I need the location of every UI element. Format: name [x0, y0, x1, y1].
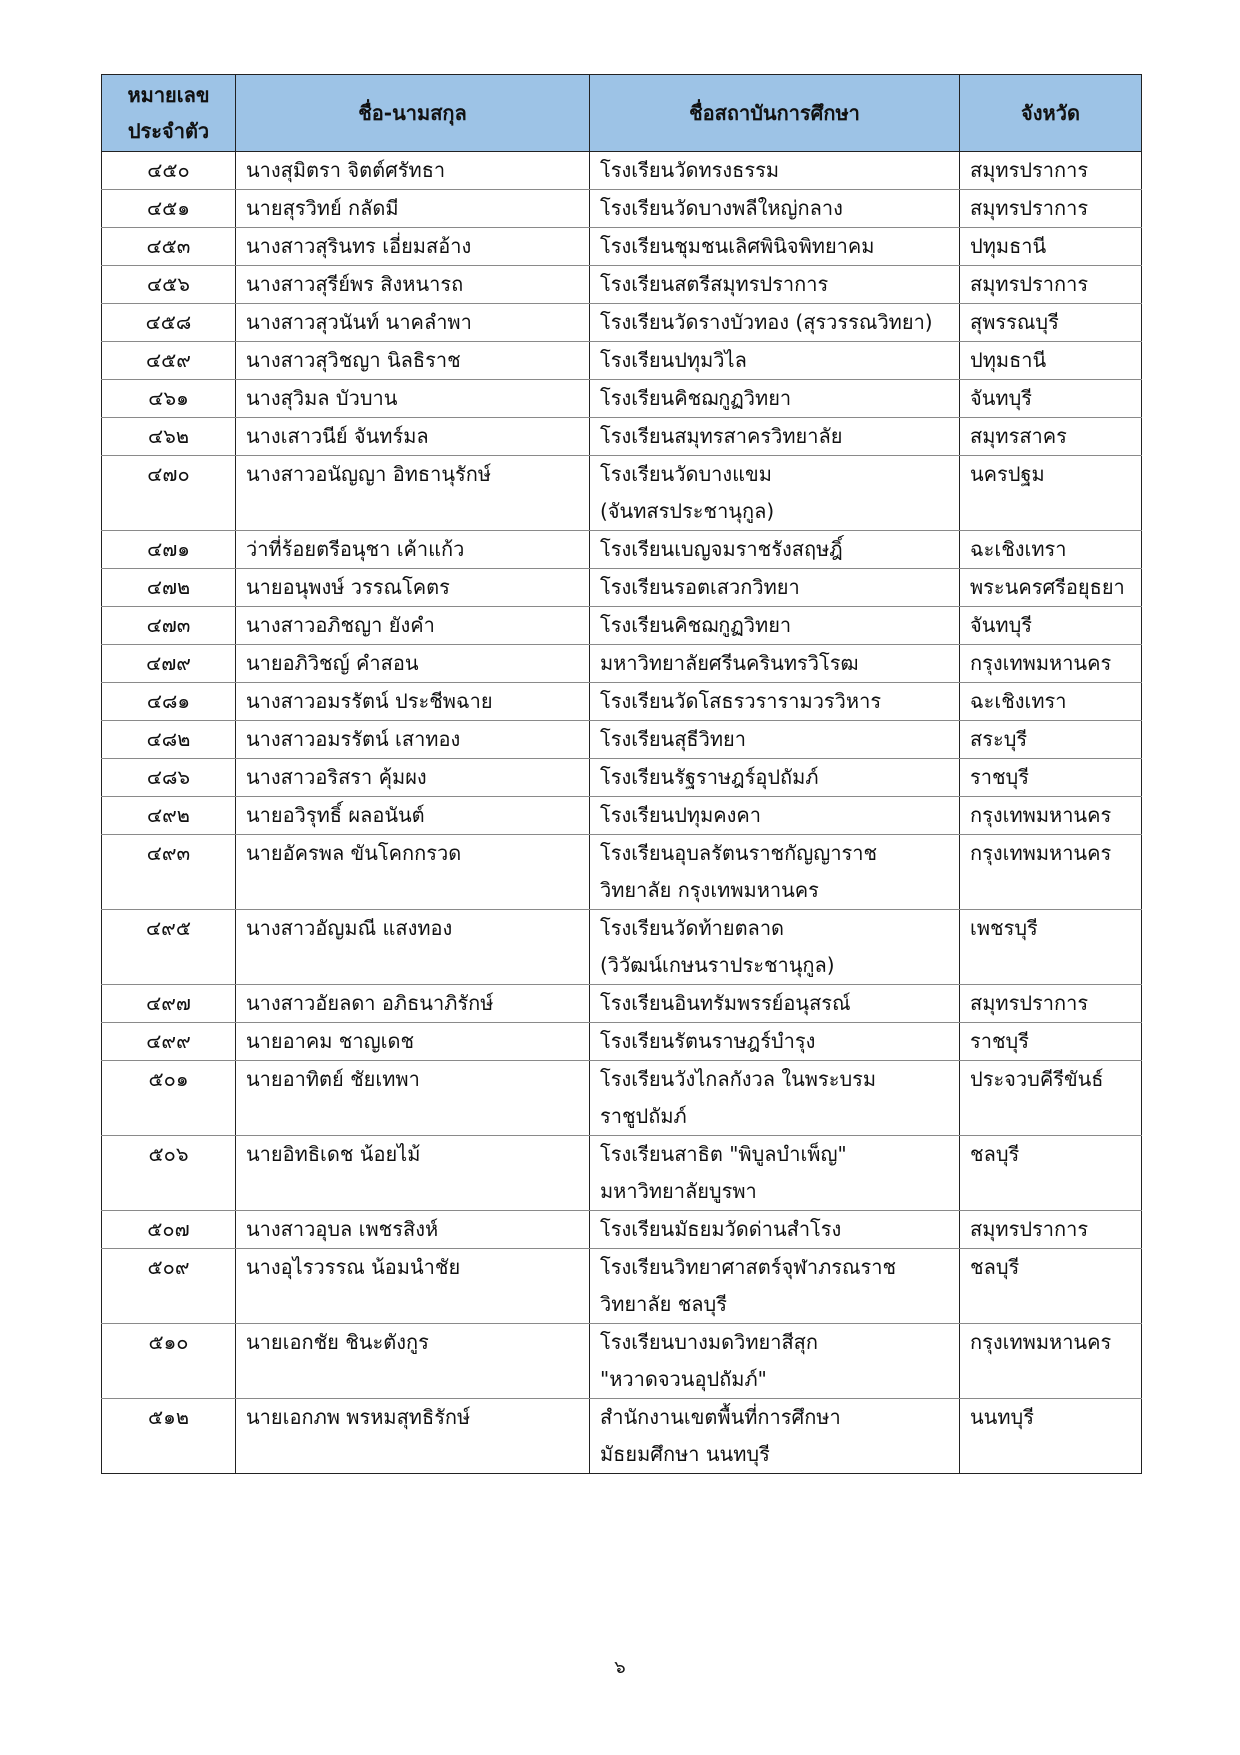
school-cell [590, 607, 960, 645]
school-cell [590, 797, 960, 835]
school-line: โรงเรียนคิชฌกูฏวิทยา [600, 386, 792, 410]
school-cell [590, 190, 960, 228]
school-line: โรงเรียนรัตนราษฎร์บำรุง [600, 1029, 816, 1053]
name-cell: นางสาวสุวิชญา นิลธิราช [236, 342, 590, 380]
id-cell: ๔๙๗ [102, 985, 236, 1023]
school-line: โรงเรียนรอตเสวกวิทยา [600, 575, 800, 599]
table-row [102, 1249, 1142, 1324]
id-cell: ๔๙๕ [102, 910, 236, 985]
school-line: วิทยาลัย กรุงเทพมหานคร [600, 878, 819, 902]
school-cell [590, 228, 960, 266]
header-school: ชื่อสถาบันการศึกษา [590, 75, 960, 152]
province-cell: สุพรรณบุรี [960, 304, 1142, 342]
id-cell: ๔๗๙ [102, 645, 236, 683]
page-number: ๖ [614, 1657, 626, 1678]
name-cell: นายอิทธิเดช น้อยไม้ [236, 1136, 590, 1211]
name-cell: นางสาวอมรรัตน์ ประชีพฉาย [236, 683, 590, 721]
id-cell: ๔๗๓ [102, 607, 236, 645]
province-cell: สมุทรปราการ [960, 152, 1142, 190]
school-line: มหาวิทยาลัยศรีนครินทรวิโรฒ [600, 651, 859, 675]
name-cell: นางอุไรวรรณ น้อมนำชัย [236, 1249, 590, 1324]
id-cell: ๔๕๓ [102, 228, 236, 266]
id-cell: ๔๕๖ [102, 266, 236, 304]
school-cell [590, 1399, 960, 1474]
name-cell: นางสาวอัญมณี แสงทอง [236, 910, 590, 985]
school-cell [590, 1211, 960, 1249]
header-id-line: หมายเลข [127, 83, 210, 107]
province-cell: เพชรบุรี [960, 910, 1142, 985]
school-line: โรงเรียนปทุมวิไล [600, 348, 747, 372]
school-cell [590, 1324, 960, 1399]
province-cell: ปทุมธานี [960, 342, 1142, 380]
school-cell [590, 683, 960, 721]
school-line: โรงเรียนวังไกลกังวล ในพระบรม [600, 1067, 877, 1091]
id-cell: ๕๑๒ [102, 1399, 236, 1474]
header-province: จังหวัด [960, 75, 1142, 152]
school-cell [590, 759, 960, 797]
table-row [102, 835, 1142, 910]
name-cell: นายเอกชัย ชินะตังกูร [236, 1324, 590, 1399]
school-line: โรงเรียนปทุมคงคา [600, 803, 762, 827]
table-row [102, 190, 1142, 228]
header-id-line: ประจำตัว [127, 119, 210, 143]
name-cell: นางสาวอภิชญา ยังคำ [236, 607, 590, 645]
table-row [102, 1136, 1142, 1211]
table-row [102, 418, 1142, 456]
province-cell: ฉะเชิงเทรา [960, 531, 1142, 569]
province-cell: นนทบุรี [960, 1399, 1142, 1474]
table-row [102, 683, 1142, 721]
province-cell: จันทบุรี [960, 607, 1142, 645]
province-cell: กรุงเทพมหานคร [960, 1324, 1142, 1399]
table-row [102, 721, 1142, 759]
table-row [102, 1023, 1142, 1061]
name-cell: นายอภิวิชญ์ คำสอน [236, 645, 590, 683]
school-cell [590, 152, 960, 190]
school-line: โรงเรียนวัดรางบัวทอง (สุรวรรณวิทยา) [600, 310, 933, 334]
province-cell: สมุทรปราการ [960, 266, 1142, 304]
id-cell: ๕๑๐ [102, 1324, 236, 1399]
name-cell: นางสุวิมล บัวบาน [236, 380, 590, 418]
province-cell: ปทุมธานี [960, 228, 1142, 266]
school-cell [590, 910, 960, 985]
school-line: มัธยมศึกษา นนทบุรี [600, 1442, 770, 1466]
table-row [102, 531, 1142, 569]
school-line: โรงเรียนอินทรัมพรรย์อนุสรณ์ [600, 991, 851, 1015]
school-cell [590, 1249, 960, 1324]
id-cell: ๔๕๑ [102, 190, 236, 228]
school-cell [590, 266, 960, 304]
school-line: โรงเรียนสาธิต "พิบูลบำเพ็ญ" [600, 1142, 847, 1166]
school-line: โรงเรียนอุบลรัตนราชกัญญาราช [600, 841, 878, 865]
id-cell: ๔๘๒ [102, 721, 236, 759]
school-line: โรงเรียนบางมดวิทยาสีสุก [600, 1330, 818, 1354]
name-cell: ว่าที่ร้อยตรีอนุชา เค้าแก้ว [236, 531, 590, 569]
province-cell: สมุทรปราการ [960, 1211, 1142, 1249]
province-cell: พระนครศรีอยุธยา [960, 569, 1142, 607]
table-row [102, 645, 1142, 683]
table-row [102, 569, 1142, 607]
school-cell [590, 418, 960, 456]
province-cell: ชลบุรี [960, 1249, 1142, 1324]
table-row [102, 342, 1142, 380]
name-cell: นางสุมิตรา จิตต์ศรัทธา [236, 152, 590, 190]
school-cell [590, 342, 960, 380]
name-cell: นายอนุพงษ์ วรรณโคตร [236, 569, 590, 607]
name-cell: นางสาวอริสรา คุ้มผง [236, 759, 590, 797]
table-row [102, 910, 1142, 985]
school-line: โรงเรียนวัดบางแขม [600, 462, 772, 486]
school-line: โรงเรียนสมุทรสาครวิทยาลัย [600, 424, 843, 448]
school-cell [590, 380, 960, 418]
school-cell [590, 645, 960, 683]
id-cell: ๔๕๙ [102, 342, 236, 380]
header-row [102, 75, 1142, 152]
school-cell [590, 985, 960, 1023]
table-row [102, 380, 1142, 418]
name-cell: นางสาวอัยลดา อภิธนาภิรักษ์ [236, 985, 590, 1023]
province-cell: จันทบุรี [960, 380, 1142, 418]
school-line: โรงเรียนคิชฌกูฏวิทยา [600, 613, 792, 637]
school-line: โรงเรียนรัฐราษฎร์อุปถัมภ์ [600, 765, 819, 789]
table-body [102, 152, 1142, 1474]
id-cell: ๔๘๑ [102, 683, 236, 721]
id-cell: ๔๖๑ [102, 380, 236, 418]
name-cell: นางเสาวนีย์ จันทร์มล [236, 418, 590, 456]
id-cell: ๔๕๐ [102, 152, 236, 190]
id-cell: ๔๘๖ [102, 759, 236, 797]
id-cell: ๕๐๑ [102, 1061, 236, 1136]
school-line: (วิวัฒน์เกษนราประชานุกูล) [600, 953, 835, 977]
table-row [102, 1211, 1142, 1249]
table-row [102, 266, 1142, 304]
school-line: โรงเรียนวัดทรงธรรม [600, 158, 780, 182]
school-line: โรงเรียนสุธีวิทยา [600, 727, 746, 751]
id-cell: ๔๙๓ [102, 835, 236, 910]
id-cell: ๔๗๒ [102, 569, 236, 607]
school-cell [590, 304, 960, 342]
table-row [102, 228, 1142, 266]
id-cell: ๕๐๗ [102, 1211, 236, 1249]
province-cell: กรุงเทพมหานคร [960, 645, 1142, 683]
school-cell [590, 456, 960, 531]
school-cell [590, 1023, 960, 1061]
name-cell: นางสาวสุรินทร เอี่ยมสอ้าง [236, 228, 590, 266]
table-header [102, 75, 1142, 152]
id-cell: ๔๙๙ [102, 1023, 236, 1061]
province-cell: ประจวบคีรีขันธ์ [960, 1061, 1142, 1136]
province-cell: นครปฐม [960, 456, 1142, 531]
province-cell: สระบุรี [960, 721, 1142, 759]
school-line: สำนักงานเขตพื้นที่การศึกษา [600, 1405, 841, 1429]
table-row [102, 1399, 1142, 1474]
school-line: โรงเรียนเบญจมราชรังสฤษฎิ์ [600, 537, 843, 561]
school-line: "หวาดจวนอุปถัมภ์" [600, 1367, 767, 1391]
name-cell: นางสาวอุบล เพชรสิงห์ [236, 1211, 590, 1249]
table-row [102, 759, 1142, 797]
table-row [102, 456, 1142, 531]
school-cell [590, 835, 960, 910]
header-id [102, 75, 236, 152]
school-line: วิทยาลัย ชลบุรี [600, 1292, 727, 1316]
id-cell: ๔๖๒ [102, 418, 236, 456]
province-cell: สมุทรปราการ [960, 985, 1142, 1023]
school-cell [590, 569, 960, 607]
table-row [102, 1061, 1142, 1136]
school-cell [590, 1136, 960, 1211]
province-cell: ชลบุรี [960, 1136, 1142, 1211]
school-cell [590, 721, 960, 759]
province-cell: กรุงเทพมหานคร [960, 797, 1142, 835]
province-cell: ฉะเชิงเทรา [960, 683, 1142, 721]
school-line: โรงเรียนวิทยาศาสตร์จุฬาภรณราช [600, 1255, 897, 1279]
participant-table [101, 74, 1142, 1474]
name-cell: นายอวิรุทธิ์ ผลอนันต์ [236, 797, 590, 835]
province-cell: สมุทรปราการ [960, 190, 1142, 228]
table-row [102, 1324, 1142, 1399]
header-name: ชื่อ-นามสกุล [236, 75, 590, 152]
id-cell: ๔๕๘ [102, 304, 236, 342]
province-cell: สมุทรสาคร [960, 418, 1142, 456]
name-cell: นายอาคม ชาญเดช [236, 1023, 590, 1061]
table-row [102, 985, 1142, 1023]
name-cell: นางสาวอนัญญา อิทธานุรักษ์ [236, 456, 590, 531]
school-line: โรงเรียนวัดท้ายตลาด [600, 916, 785, 940]
school-line: โรงเรียนวัดบางพลีใหญ่กลาง [600, 196, 843, 220]
school-line: โรงเรียนชุมชนเลิศพินิจพิทยาคม [600, 234, 875, 258]
table-row [102, 152, 1142, 190]
school-line: มหาวิทยาลัยบูรพา [600, 1179, 757, 1203]
name-cell: นางสาวอมรรัตน์ เสาทอง [236, 721, 590, 759]
name-cell: นายเอกภพ พรหมสุทธิรักษ์ [236, 1399, 590, 1474]
name-cell: นายสุรวิทย์ กลัดมี [236, 190, 590, 228]
school-line: โรงเรียนมัธยมวัดด่านสำโรง [600, 1217, 842, 1241]
table-row [102, 797, 1142, 835]
id-cell: ๔๙๒ [102, 797, 236, 835]
province-cell: กรุงเทพมหานคร [960, 835, 1142, 910]
id-cell: ๔๗๐ [102, 456, 236, 531]
id-cell: ๕๐๙ [102, 1249, 236, 1324]
id-cell: ๕๐๖ [102, 1136, 236, 1211]
table-row [102, 304, 1142, 342]
school-cell [590, 1061, 960, 1136]
school-line: (จันทสรประชานุกูล) [600, 499, 775, 523]
name-cell: นางสาวสุวนันท์ นาคลำพา [236, 304, 590, 342]
province-cell: ราชบุรี [960, 1023, 1142, 1061]
school-line: โรงเรียนสตรีสมุทรปราการ [600, 272, 829, 296]
school-line: ราชูปถัมภ์ [600, 1104, 687, 1128]
id-cell: ๔๗๑ [102, 531, 236, 569]
school-cell [590, 531, 960, 569]
name-cell: นายอาทิตย์ ชัยเทพา [236, 1061, 590, 1136]
table-row [102, 607, 1142, 645]
school-line: โรงเรียนวัดโสธรวรารามวรวิหาร [600, 689, 882, 713]
name-cell: นายอัครพล ขันโคกกรวด [236, 835, 590, 910]
province-cell: ราชบุรี [960, 759, 1142, 797]
name-cell: นางสาวสุรีย์พร สิงหนารถ [236, 266, 590, 304]
